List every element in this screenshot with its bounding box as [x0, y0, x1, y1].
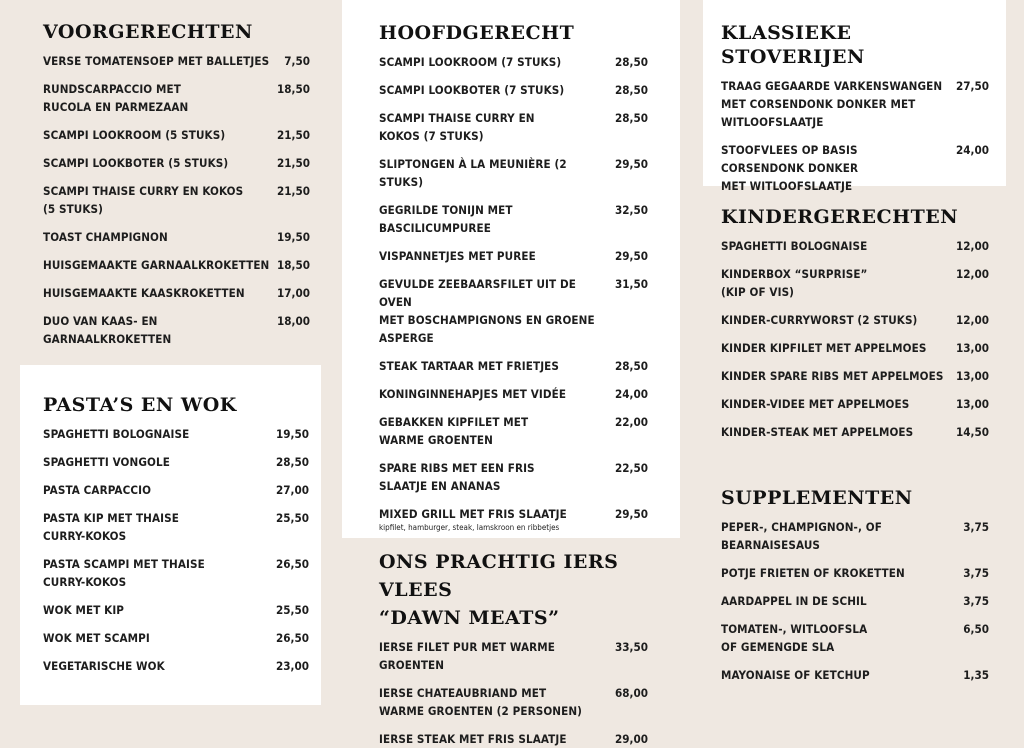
section-title: PASTA’S EN WOK	[43, 394, 237, 416]
menu-item-name: KINDER-STEAK MET APPELMOES	[721, 425, 914, 439]
menu-item	[43, 228, 310, 246]
menu-item-name: RUNDSCARPACCIO MET RUCOLA EN PARMEZAAN	[43, 82, 189, 114]
menu-item-price: 22,00	[615, 415, 648, 429]
menu-item-text	[379, 109, 541, 145]
menu-item-price: 28,50	[615, 111, 648, 125]
menu-item-price: 27,50	[956, 79, 989, 93]
menu-item	[379, 505, 648, 533]
menu-item-price: 25,50	[276, 511, 309, 525]
menu-item-name: PASTA SCAMPI MET THAISE CURRY-KOKOS	[43, 557, 205, 589]
menu-item	[379, 459, 648, 495]
menu-item	[721, 311, 989, 329]
menu-item-name: GEBAKKEN KIPFILET MET WARME GROENTEN	[379, 415, 529, 447]
menu-item-price: 18,50	[277, 82, 310, 96]
menu-item	[43, 52, 310, 70]
menu-item-text	[43, 601, 130, 619]
menu-item	[379, 357, 648, 375]
menu-item-price: 28,50	[276, 455, 309, 469]
menu-item	[379, 81, 648, 99]
menu-item-price: 27,00	[276, 483, 309, 497]
menu-item-text	[721, 77, 948, 131]
menu-item-text	[379, 155, 615, 191]
menu-item-name: KINDERBOX “SURPRISE” (KIP OF VIS)	[721, 267, 868, 299]
menu-item-text	[43, 284, 251, 302]
section-voorgerechten	[0, 0, 340, 365]
menu-item	[379, 684, 648, 720]
menu-item-name: GEVULDE ZEEBAARSFILET UIT DE OVEN MET BOSCHAMPIGNONS EN GROENE ASPERGE	[379, 277, 595, 345]
menu-item-name: IERSE FILET PUR MET WARME GROENTEN	[379, 640, 555, 672]
menu-item-price: 12,00	[956, 267, 989, 281]
menu-item-name: PEPER-, CHAMPIGNON-, OF BEARNAISESAUS	[721, 520, 882, 552]
menu-item-name: SCAMPI LOOKBOTER (5 STUKS)	[43, 156, 229, 170]
menu-item-text	[379, 413, 534, 449]
menu-item	[721, 592, 989, 610]
menu-item-name: HUISGEMAAKTE GARNAALKROKETTEN	[43, 258, 270, 272]
menu-item-name: HUISGEMAAKTE KAASKROKETTEN	[43, 286, 245, 300]
menu-item	[43, 256, 310, 274]
menu-item-price: 29,50	[615, 507, 648, 521]
menu-item	[43, 453, 309, 471]
menu-item-price: 18,50	[277, 258, 310, 272]
menu-item	[721, 666, 989, 684]
menu-item-name: SCAMPI LOOKBOTER (7 STUKS)	[379, 83, 565, 97]
menu-item	[379, 247, 648, 265]
menu-item	[721, 564, 989, 582]
menu-item	[379, 413, 648, 449]
menu-item-price: 24,00	[956, 143, 989, 157]
menu-item	[721, 77, 989, 131]
menu-item-name: SPAGHETTI VONGOLE	[43, 455, 170, 469]
menu-item	[43, 657, 309, 675]
menu-item-name: PASTA CARPACCIO	[43, 483, 152, 497]
section-supplementen	[703, 476, 1024, 723]
menu-item-price: 19,50	[277, 230, 310, 244]
menu-item-name: TOAST CHAMPIGNON	[43, 230, 168, 244]
menu-item-price: 28,50	[615, 359, 648, 373]
menu-item-name: MAYONAISE OF KETCHUP	[721, 668, 870, 682]
menu-item-text	[43, 481, 157, 499]
menu-item-text	[43, 629, 156, 647]
menu-item-price: 28,50	[615, 83, 648, 97]
menu-item	[379, 730, 648, 748]
menu-item-name: SCAMPI THAISE CURRY EN KOKOS (5 STUKS)	[43, 184, 244, 216]
menu-item	[721, 339, 989, 357]
menu-item-text	[379, 730, 573, 748]
menu-item-text	[721, 620, 873, 656]
menu-item-text	[43, 80, 194, 116]
menu-item-name: STOOFVLEES OP BASIS CORSENDONK DONKER MET WITLOOFSLAATJE	[721, 143, 859, 193]
menu-item-name: POTJE FRIETEN OF KROKETTEN	[721, 566, 905, 580]
menu-item-text	[721, 311, 923, 329]
menu-item-name: MIXED GRILL MET FRIS SLAATJE	[379, 507, 567, 521]
menu-item	[721, 518, 989, 554]
section-kindergerechten	[703, 186, 1024, 476]
menu-item-text	[43, 228, 174, 246]
item-list	[721, 237, 989, 441]
item-list	[43, 425, 309, 675]
menu-item-text	[379, 505, 573, 533]
menu-item-text	[379, 275, 615, 347]
section-hoofdgerecht	[342, 0, 680, 538]
menu-item-text	[721, 339, 932, 357]
menu-item-text	[43, 657, 171, 675]
menu-item	[43, 629, 309, 647]
menu-item	[43, 284, 310, 302]
menu-item-price: 22,50	[615, 461, 648, 475]
menu-item-name: KONINGINNEHAPJES MET VIDÉE	[379, 387, 567, 401]
menu-item	[721, 423, 989, 441]
menu-item-price: 12,00	[956, 239, 989, 253]
menu-item-name: VERSE TOMATENSOEP MET BALLETJES	[43, 54, 270, 68]
menu-item-price: 31,50	[615, 277, 648, 291]
menu-item-text	[43, 509, 185, 545]
section-title: ONS PRACHTIG IERS VLEES “DAWN MEATS”	[379, 551, 619, 629]
menu-item-name: IERSE CHATEAUBRIAND MET WARME GROENTEN (2 PERSONEN)	[379, 686, 583, 718]
menu-item-name: TRAAG GEGAARDE VARKENSWANGEN MET CORSENDONK DONKER MET WITLOOFSLAATJE	[721, 79, 943, 129]
menu-item-price: 29,00	[615, 732, 648, 746]
menu-item-text	[379, 357, 565, 375]
menu-item-price: 3,75	[963, 594, 989, 608]
menu-item-text	[379, 247, 542, 265]
menu-item	[43, 80, 310, 116]
menu-item-text	[721, 237, 873, 255]
menu-item-price: 23,00	[276, 659, 309, 673]
menu-item-name: KINDER SPARE RIBS MET APPELMOES	[721, 369, 944, 383]
menu-item-text	[721, 666, 876, 684]
menu-item-price: 6,50	[963, 622, 989, 636]
menu-item-text	[43, 126, 231, 144]
menu-item	[43, 182, 310, 218]
menu-item-text	[379, 385, 572, 403]
menu-item-note: kipfilet, hamburger, steak, lamskroon en ribbetjes	[379, 523, 560, 532]
menu-item-price: 14,50	[956, 425, 989, 439]
menu-item	[379, 201, 648, 237]
menu-item-price: 7,50	[284, 54, 310, 68]
menu-item-text	[721, 423, 919, 441]
menu-item-name: AARDAPPEL IN DE SCHIL	[721, 594, 867, 608]
menu-item	[721, 265, 989, 301]
menu-item-price: 29,50	[615, 249, 648, 263]
menu-item-name: DUO VAN KAAS- EN GARNAALKROKETTEN	[43, 314, 172, 346]
menu-item	[43, 312, 310, 348]
menu-item	[379, 385, 648, 403]
menu-item-name: IERSE STEAK MET FRIS SLAATJE	[379, 732, 567, 746]
menu-item-price: 17,00	[277, 286, 310, 300]
menu-item	[43, 126, 310, 144]
menu-item	[43, 555, 309, 591]
menu-item-text	[379, 81, 570, 99]
menu-item-text	[721, 592, 873, 610]
menu-item	[43, 154, 310, 172]
menu-item-price: 24,00	[615, 387, 648, 401]
menu-item-price: 18,00	[277, 314, 310, 328]
menu-item	[379, 155, 648, 191]
menu-item-text	[721, 518, 888, 554]
menu-item-text	[379, 201, 519, 237]
menu-item-name: SPAGHETTI BOLOGNAISE	[721, 239, 868, 253]
menu-item-name: VISPANNETJES MET PUREE	[379, 249, 536, 263]
menu-item-price: 3,75	[963, 520, 989, 534]
section-title: KINDERGERECHTEN	[721, 206, 959, 228]
menu-item-text	[379, 459, 541, 495]
menu-item-text	[721, 395, 915, 413]
menu-item-name: SPAGHETTI BOLOGNAISE	[43, 427, 190, 441]
menu-item-name: KINDER-VIDEE MET APPELMOES	[721, 397, 910, 411]
menu-item-price: 26,50	[276, 631, 309, 645]
menu-item	[43, 425, 309, 443]
item-list	[721, 77, 989, 195]
section-title: VOORGERECHTEN	[43, 21, 253, 43]
menu-item-price: 12,00	[956, 313, 989, 327]
menu-item-name: KINDER KIPFILET MET APPELMOES	[721, 341, 927, 355]
menu-item-text	[43, 256, 275, 274]
item-list	[43, 52, 310, 348]
menu-item-text	[43, 154, 234, 172]
menu-item-text	[721, 564, 911, 582]
item-list	[379, 638, 648, 748]
menu-item-name: WOK MET KIP	[43, 603, 125, 617]
menu-item	[721, 620, 989, 656]
menu-item-price: 29,50	[615, 157, 648, 171]
menu-item-name: STEAK TARTAAR MET FRIETJES	[379, 359, 560, 373]
menu-item-price: 32,50	[615, 203, 648, 217]
menu-item-text	[721, 367, 949, 385]
menu-item-text	[43, 52, 275, 70]
item-list	[379, 53, 648, 533]
menu-item	[43, 509, 309, 545]
section-stoverijen	[703, 0, 1006, 193]
menu-item-name: PASTA KIP MET THAISE CURRY-KOKOS	[43, 511, 180, 543]
item-list	[721, 518, 989, 684]
menu-item-price: 33,50	[615, 640, 648, 654]
menu-item	[721, 367, 989, 385]
menu-item-text	[43, 312, 277, 348]
menu-item-name: TOMATEN-, WITLOOFSLA OF GEMENGDE SLA	[721, 622, 868, 654]
menu-item-text	[721, 265, 874, 301]
menu-item	[43, 481, 309, 499]
menu-item	[379, 109, 648, 145]
menu-item-price: 21,50	[277, 184, 310, 198]
menu-item-price: 25,50	[276, 603, 309, 617]
menu-item-name: SCAMPI THAISE CURRY EN KOKOS (7 STUKS)	[379, 111, 535, 143]
menu-item-text	[43, 453, 176, 471]
section-iers-vlees	[342, 538, 680, 746]
menu-item-price: 21,50	[277, 156, 310, 170]
menu-item	[379, 275, 648, 347]
menu-item	[721, 237, 989, 255]
menu-item-name: SLIPTONGEN À LA MEUNIÈRE (2 STUKS)	[379, 157, 567, 189]
section-title: SUPPLEMENTEN	[721, 487, 913, 509]
section-title: HOOFDGERECHT	[379, 22, 575, 44]
menu-item-name: SCAMPI LOOKROOM (5 STUKS)	[43, 128, 226, 142]
menu-item	[721, 395, 989, 413]
menu-item-name: SCAMPI LOOKROOM (7 STUKS)	[379, 55, 562, 69]
menu-item-text	[379, 638, 615, 674]
menu-item-price: 26,50	[276, 557, 309, 571]
menu-item-price: 13,00	[956, 341, 989, 355]
menu-item-price: 68,00	[615, 686, 648, 700]
menu-item	[379, 53, 648, 71]
menu-item-price: 21,50	[277, 128, 310, 142]
menu-item-text	[379, 53, 567, 71]
menu-item-price: 28,50	[615, 55, 648, 69]
menu-item-price: 13,00	[956, 397, 989, 411]
menu-item-name: KINDER-CURRYWORST (2 STUKS)	[721, 313, 918, 327]
menu-item-price: 19,50	[276, 427, 309, 441]
menu-item-name: WOK MET SCAMPI	[43, 631, 150, 645]
menu-item-name: VEGETARISCHE WOK	[43, 659, 165, 673]
menu-item-price: 13,00	[956, 369, 989, 383]
menu-item-price: 1,35	[963, 668, 989, 682]
menu-item	[43, 601, 309, 619]
menu-item-text	[43, 182, 249, 218]
menu-item	[379, 638, 648, 674]
menu-item-name: SPARE RIBS MET EEN FRIS SLAATJE EN ANANAS	[379, 461, 535, 493]
section-title: KLASSIEKE STOVERIJEN	[721, 22, 865, 68]
menu-item-name: GEGRILDE TONIJN MET BASCILICUMPUREE	[379, 203, 513, 235]
menu-item-price: 3,75	[963, 566, 989, 580]
menu-item-text	[43, 555, 211, 591]
menu-item-text	[379, 684, 588, 720]
section-pasta-wok	[20, 365, 321, 705]
menu-item-text	[43, 425, 195, 443]
